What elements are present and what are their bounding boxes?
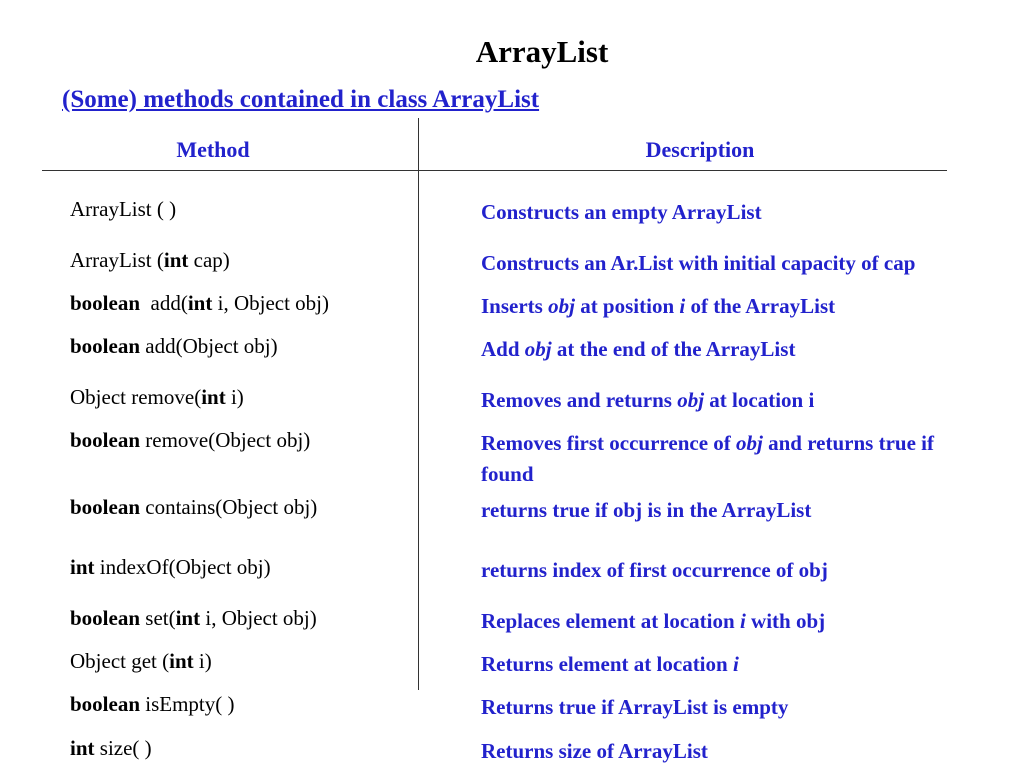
method-signature xyxy=(70,334,278,359)
text-run: Returns size of ArrayList xyxy=(481,739,708,763)
text-run: ArrayList ( xyxy=(70,248,164,272)
column-divider xyxy=(418,118,419,690)
method-signature xyxy=(70,385,244,410)
header-divider xyxy=(42,170,947,171)
text-run: obj xyxy=(736,431,763,455)
text-run: Removes first occurrence of xyxy=(481,431,737,455)
text-run: boolean xyxy=(70,334,141,358)
text-run: Constructs an empty ArrayList xyxy=(481,200,762,224)
text-run: int xyxy=(70,555,95,579)
text-run: boolean xyxy=(70,692,141,716)
text-run: i xyxy=(732,652,739,676)
method-description xyxy=(481,291,1021,322)
text-run: with obj xyxy=(745,609,826,633)
text-run: boolean xyxy=(70,606,141,630)
text-run: set( xyxy=(140,606,176,630)
method-signature xyxy=(70,291,329,316)
text-run: int xyxy=(201,385,226,409)
text-run: at the end of the ArrayList xyxy=(551,337,796,361)
method-signature xyxy=(70,428,310,453)
method-description xyxy=(481,495,1021,526)
text-run: Returns true if ArrayList is empty xyxy=(481,695,789,719)
method-signature xyxy=(70,649,212,674)
text-run: add(Object obj) xyxy=(140,334,278,358)
text-run: Object get ( xyxy=(70,649,170,673)
text-run: obj xyxy=(548,294,575,318)
text-run: at location i xyxy=(704,388,815,412)
text-run: int xyxy=(187,291,213,315)
text-run: boolean xyxy=(70,428,141,452)
table-caption: (Some) methods contained in class ArrayList xyxy=(62,86,540,113)
text-run: i, Object obj) xyxy=(200,606,317,630)
method-signature xyxy=(70,495,317,520)
method-description xyxy=(481,334,1021,365)
method-description xyxy=(481,385,1021,416)
method-signature xyxy=(70,736,152,761)
method-signature xyxy=(70,606,317,631)
text-run: int xyxy=(169,649,194,673)
method-description xyxy=(481,555,1021,586)
text-run: obj xyxy=(677,388,705,412)
method-description xyxy=(481,248,1021,279)
text-run: of the ArrayList xyxy=(685,294,836,318)
description-column-header: Description xyxy=(645,137,755,162)
text-run: ArrayList ( ) xyxy=(70,197,177,221)
method-description xyxy=(481,197,1021,228)
method-description xyxy=(481,649,1021,680)
method-description xyxy=(481,606,1021,637)
text-run: int xyxy=(70,736,95,760)
text-run: size( ) xyxy=(94,736,152,760)
text-run: returns index of first occurrence of obj xyxy=(481,558,828,582)
text-run: i xyxy=(679,294,686,318)
text-run: Removes and returns xyxy=(481,388,678,412)
text-run: Returns element at location xyxy=(481,652,733,676)
method-signature xyxy=(70,555,271,580)
method-description xyxy=(481,428,971,490)
text-run: at position xyxy=(574,294,680,318)
method-column-header: Method xyxy=(176,137,250,162)
method-signature xyxy=(70,197,176,222)
text-run: isEmpty( ) xyxy=(140,692,235,716)
text-run: returns true if obj is in the ArrayList xyxy=(481,498,812,522)
text-run: int xyxy=(163,248,189,272)
text-run: add( xyxy=(140,291,188,315)
text-run: cap) xyxy=(188,248,230,272)
text-run: int xyxy=(175,606,201,630)
method-description xyxy=(481,736,1021,767)
text-run: obj xyxy=(524,337,552,361)
method-description xyxy=(481,692,1021,723)
text-run: i) xyxy=(225,385,244,409)
text-run: i) xyxy=(193,649,212,673)
text-run: Add xyxy=(481,337,525,361)
method-signature xyxy=(70,248,230,273)
text-run: remove(Object obj) xyxy=(140,428,311,452)
text-run: i xyxy=(739,609,746,633)
text-run: Inserts xyxy=(481,294,549,318)
text-run: and returns true if found xyxy=(481,431,934,486)
text-run: boolean xyxy=(70,495,141,519)
page-title: ArrayList xyxy=(475,34,609,69)
method-signature xyxy=(70,692,235,717)
text-run: Replaces element at location xyxy=(481,609,740,633)
text-run: Object remove( xyxy=(70,385,202,409)
text-run: Constructs an Ar.List with initial capacity of cap xyxy=(481,251,916,275)
text-run: contains(Object obj) xyxy=(140,495,318,519)
text-run: indexOf(Object obj) xyxy=(94,555,271,579)
text-run: boolean xyxy=(70,291,141,315)
text-run: i, Object obj) xyxy=(212,291,329,315)
